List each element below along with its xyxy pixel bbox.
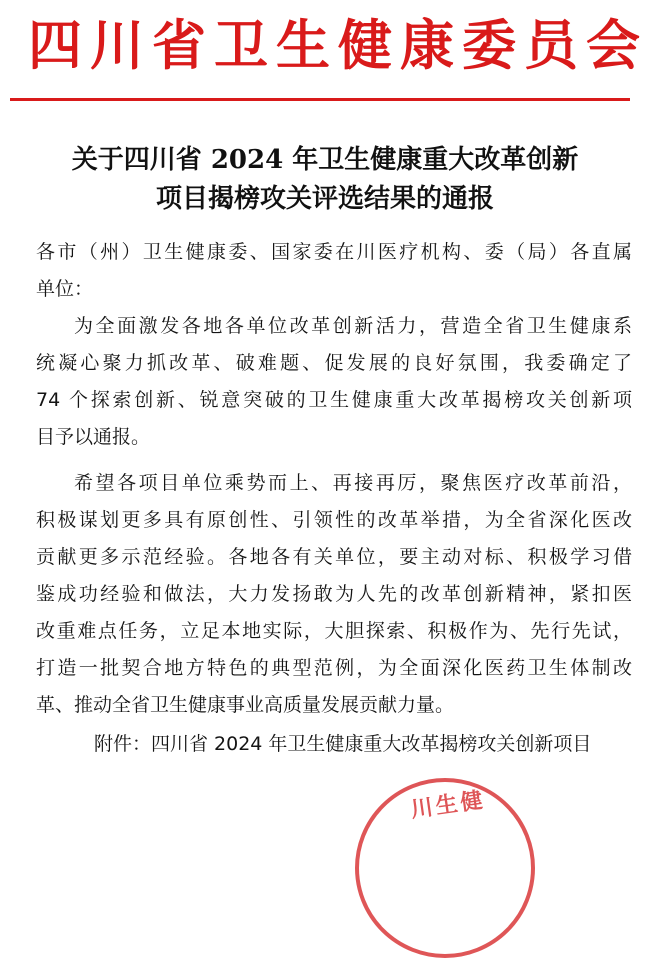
paragraph-line: 为全面激发各地各单位改革创新活力，营造全省卫生健康系 xyxy=(74,315,632,337)
document-title-line-2: 项目揭榜攻关评选结果的通报 xyxy=(155,184,494,214)
paragraph-line: 目予以通报。 xyxy=(36,426,151,448)
paragraph-line: 鉴成功经验和做法，大力发扬敢为人先的改革创新精神，紧扣医 xyxy=(36,583,632,605)
addressee xyxy=(36,234,632,308)
document-title xyxy=(0,141,650,219)
paragraph-line: 改重难点任务，立足本地实际，大胆探索、积极作为、先行先试， xyxy=(36,620,632,642)
paragraph-line: 革、推动全省卫生健康事业高质量发展贡献力量。 xyxy=(36,694,455,716)
addressee-line: 各市（州）卫生健康委、国家委在川医疗机构、委（局）各直属 xyxy=(36,241,632,263)
document-title-line-1: 关于四川省 2024 年卫生健康重大改革创新 xyxy=(71,145,579,175)
addressee-line: 单位： xyxy=(36,278,94,300)
paragraph-1 xyxy=(36,308,632,456)
paragraph-line: 贡献更多示范经验。各地各有关单位，要主动对标、积极学习借 xyxy=(36,546,632,568)
paragraph-line: 打造一批契合地方特色的典型范例，为全面深化医药卫生体制改 xyxy=(36,657,632,679)
seal-text: 川生健 xyxy=(409,786,488,824)
letterhead-red-rule xyxy=(10,98,630,101)
attachment-line: 附件：四川省 2024 年卫生健康重大改革揭榜攻关创新项目 xyxy=(94,733,592,755)
paragraph-2 xyxy=(36,465,632,724)
document-body xyxy=(36,234,632,724)
paragraph-line: 统凝心聚力抓改革、破难题、促发展的良好氛围，我委确定了 xyxy=(36,352,632,374)
official-seal-stamp xyxy=(355,778,535,958)
paragraph-line: 74 个探索创新、锐意突破的卫生健康重大改革揭榜攻关创新项 xyxy=(36,389,632,411)
letterhead xyxy=(0,0,650,110)
paragraph-line: 积极谋划更多具有原创性、引领性的改革举措，为全省深化医改 xyxy=(36,509,632,531)
paragraph-line: 希望各项目单位乘势而上、再接再厉，聚焦医疗改革前沿， xyxy=(74,472,632,494)
letterhead-org-name: 四川省卫生健康委员会 xyxy=(28,13,648,77)
